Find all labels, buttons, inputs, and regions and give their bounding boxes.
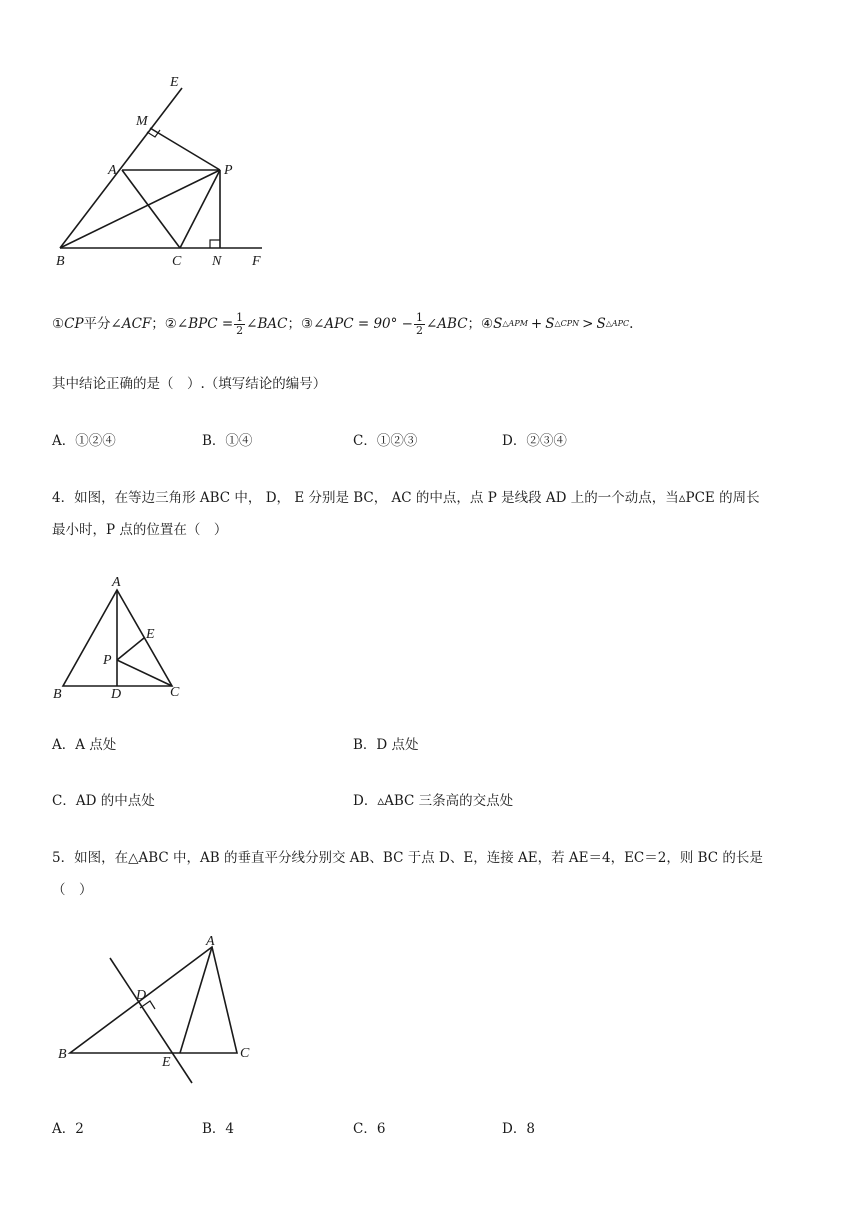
- option-text: 4: [225, 1121, 235, 1137]
- q4-line1: 4．如图，在等边三角形 ABC 中， D， E 分别是 BC， AC 的中点，点 P 是线段 AD 上的一个动点，当▵PCE 的周长: [52, 490, 760, 506]
- stmt4-s1: S: [493, 316, 503, 332]
- option-text: 2: [75, 1121, 84, 1137]
- option-text: ①②③: [376, 433, 418, 449]
- q5-option-b[interactable]: [202, 1119, 234, 1139]
- stmt3-fraction: $\frac{1}{2}$: [415, 310, 423, 337]
- stmt4-s2: S: [545, 316, 555, 332]
- option-letter: D．: [502, 433, 527, 449]
- label-B: B: [53, 687, 62, 702]
- figure-q5-diagram: [0, 925, 280, 1085]
- separator: ；: [287, 316, 301, 332]
- q3-option-d[interactable]: [502, 431, 567, 451]
- label-C: C: [240, 1046, 250, 1061]
- q4-option-d[interactable]: [353, 791, 513, 811]
- q5-option-d[interactable]: [502, 1119, 535, 1139]
- stmt4-number: ④: [481, 316, 494, 332]
- q3-option-a[interactable]: [52, 431, 116, 451]
- label-F: F: [252, 254, 261, 269]
- label-E: E: [170, 75, 179, 90]
- stmt2-number: ②: [164, 316, 177, 332]
- label-B: B: [56, 254, 65, 269]
- option-letter: C．: [52, 793, 76, 809]
- label-E: E: [162, 1055, 171, 1070]
- option-letter: D．: [353, 793, 378, 809]
- stmt3-number: ③: [300, 316, 314, 332]
- stmt1-angle: ∠ACF: [110, 316, 152, 332]
- label-C: C: [172, 254, 182, 269]
- stmt2-right: ∠BAC: [246, 316, 288, 332]
- option-letter: A．: [52, 433, 76, 449]
- label-B: B: [58, 1047, 67, 1062]
- q5-line1: 5．如图，在△ABC 中，AB 的垂直平分线分别交 AB、BC 于点 D、E，连接 AE，若 AE＝4，EC＝2，则 BC 的长是: [52, 850, 763, 866]
- stmt3-left: ∠APC = 90° −: [313, 316, 413, 332]
- option-text: 8: [526, 1121, 535, 1137]
- label-E: E: [146, 627, 155, 642]
- stmt3-right: ∠ABC: [425, 316, 468, 332]
- label-N: N: [212, 254, 222, 269]
- q3-statements: [52, 306, 633, 342]
- q4-line2: 最小时，P 点的位置在（ ）: [52, 522, 228, 538]
- option-text: ②③④: [526, 433, 567, 449]
- label-P: P: [103, 653, 112, 668]
- q4-option-b[interactable]: [353, 735, 419, 755]
- separator: ；: [467, 316, 482, 332]
- stmt4-end: .: [629, 316, 634, 332]
- stmt1-cp: CP: [64, 316, 84, 332]
- option-text: ①④: [225, 433, 253, 449]
- option-letter: D．: [502, 1121, 527, 1137]
- q5-option-c[interactable]: [353, 1119, 385, 1139]
- option-letter: B．: [202, 433, 226, 449]
- option-text: 6: [376, 1121, 386, 1137]
- label-A: A: [206, 934, 215, 949]
- stmt2-fraction: $\frac{1}{2}$: [236, 310, 244, 337]
- stmt4-sub2: △CPN: [554, 319, 580, 328]
- q3-prompt: 其中结论正确的是（ ）.（填写结论的编号）: [52, 376, 327, 392]
- q4-option-c[interactable]: [52, 791, 155, 811]
- option-text: A 点处: [75, 737, 117, 753]
- stmt1-verb: 平分: [83, 316, 111, 332]
- stmt4-plus: +: [530, 316, 543, 332]
- label-A: A: [112, 575, 121, 590]
- option-letter: C．: [353, 1121, 377, 1137]
- option-text: ▵ABC 三条高的交点处: [377, 793, 514, 809]
- label-P: P: [224, 163, 233, 178]
- stmt4-gt: >: [582, 316, 594, 332]
- stmt1-number: ①: [52, 316, 65, 332]
- stmt4-s3: S: [596, 316, 606, 332]
- label-D: D: [136, 988, 147, 1003]
- q5-line2: （ ）: [52, 882, 93, 898]
- label-C: C: [170, 685, 180, 700]
- label-M: M: [136, 114, 148, 129]
- label-D: D: [111, 687, 122, 702]
- option-letter: B．: [353, 737, 377, 753]
- option-letter: C．: [353, 433, 377, 449]
- q3-option-b[interactable]: [202, 431, 252, 451]
- q4-option-a[interactable]: [52, 735, 116, 755]
- option-text: D 点处: [376, 737, 419, 753]
- label-A: A: [108, 163, 117, 178]
- q5-option-a[interactable]: [52, 1119, 84, 1139]
- figure-q4-diagram: [0, 560, 220, 710]
- option-letter: B．: [202, 1121, 226, 1137]
- q3-option-c[interactable]: [353, 431, 417, 451]
- stmt4-sub1: △APM: [502, 319, 528, 328]
- option-text: ①②④: [75, 433, 116, 449]
- option-letter: A．: [52, 1121, 76, 1137]
- stmt4-sub3: △APC: [605, 319, 630, 328]
- stmt2-left: ∠BPC =: [176, 316, 234, 332]
- option-letter: A．: [52, 737, 76, 753]
- separator: ；: [151, 316, 165, 332]
- option-text: AD 的中点处: [75, 793, 155, 809]
- figure-q3-diagram: [0, 0, 300, 280]
